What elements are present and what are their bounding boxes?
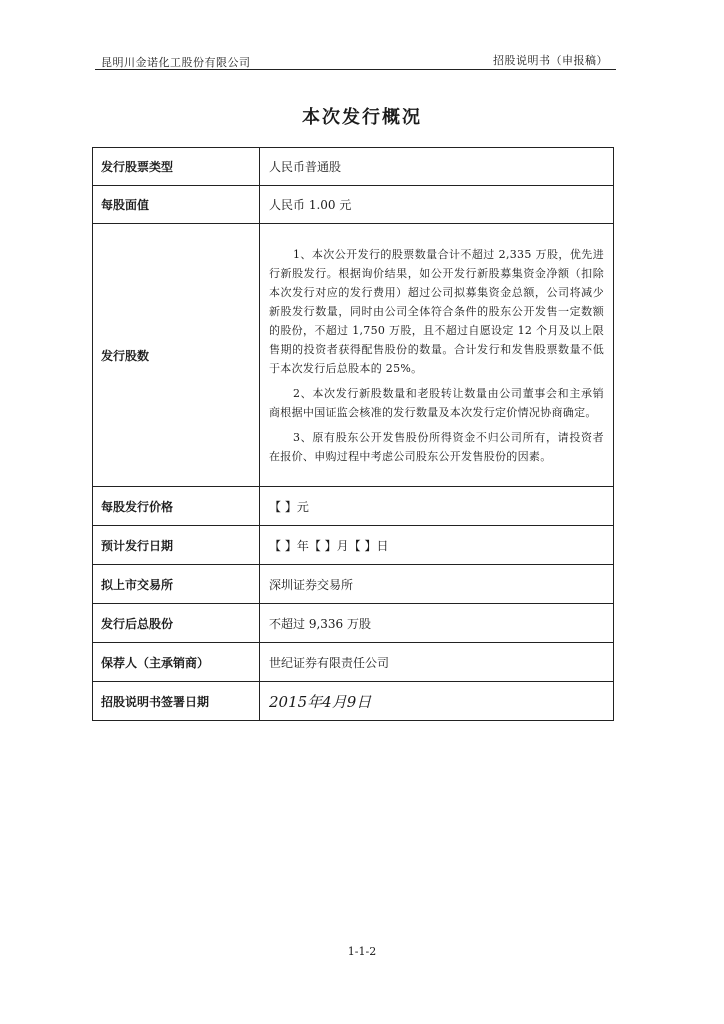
- row-label: 每股面值: [93, 186, 260, 224]
- header-company-name: 昆明川金诺化工股份有限公司: [101, 56, 251, 69]
- row-label: 招股说明书签署日期: [93, 682, 260, 721]
- row-label: 发行后总股份: [93, 604, 260, 643]
- table-row-shares-issued: [93, 224, 614, 487]
- row-value: 【 】年【 】月【 】日: [260, 526, 614, 565]
- paragraph-3: 3、原有股东公开发售股份所得资金不归公司所有，请投资者在报价、申购过程中考虑公司股东公开发售股份的因素。: [269, 430, 604, 463]
- header-document-name: 招股说明书（申报稿）: [493, 54, 608, 67]
- table-row-total-shares: [93, 604, 614, 643]
- paragraph-2: 2、本次发行新股数量和老股转让数量由公司董事会和主承销商根据中国证监会核准的发行数量及本次发行定价情况协商确定。: [269, 386, 604, 419]
- row-value: 人民币普通股: [260, 148, 614, 186]
- header-rule: [95, 69, 616, 70]
- row-value: 【 】元: [260, 487, 614, 526]
- table-row-exchange: [93, 565, 614, 604]
- table-row-price: [93, 487, 614, 526]
- table-row-par-value: [93, 186, 614, 224]
- table-row-stock-type: [93, 148, 614, 186]
- table-row-sponsor: [93, 643, 614, 682]
- table-row-issue-date: [93, 526, 614, 565]
- row-value: 世纪证券有限责任公司: [260, 643, 614, 682]
- row-label: 拟上市交易所: [93, 565, 260, 604]
- row-value-paragraphs: [260, 224, 614, 487]
- row-label: 发行股票类型: [93, 148, 260, 186]
- row-value: 深圳证券交易所: [260, 565, 614, 604]
- paragraph-1: 1、本次公开发行的股票数量合计不超过 2,335 万股，优先进行新股发行。根据询价结果，如公开发行新股募集资金净额（扣除本次发行对应的发行费用）超过公司拟募集资金总额，公司将减少新股发行数量，同时由公司全体符合条件的股东公开发售一定数额的股份，不超过 1,750 万股，且不超过自愿设定 12 个月及以上限售期的投资者获得配售股份的数量。合计发行和发售股票数量不低于本次发行后总股本的 25%。: [269, 247, 604, 375]
- page-number: 1-1-2: [347, 945, 377, 958]
- row-value: 不超过 9,336 万股: [260, 604, 614, 643]
- handwritten-date: 2015年4月9日: [260, 682, 614, 721]
- row-label: 保荐人（主承销商）: [93, 643, 260, 682]
- table-row-signing-date: [93, 682, 614, 721]
- row-label: 每股发行价格: [93, 487, 260, 526]
- offering-overview-table: [92, 147, 614, 721]
- page-title: 本次发行概况: [302, 107, 422, 128]
- row-label: 预计发行日期: [93, 526, 260, 565]
- row-value: 人民币 1.00 元: [260, 186, 614, 224]
- row-label: 发行股数: [93, 224, 260, 487]
